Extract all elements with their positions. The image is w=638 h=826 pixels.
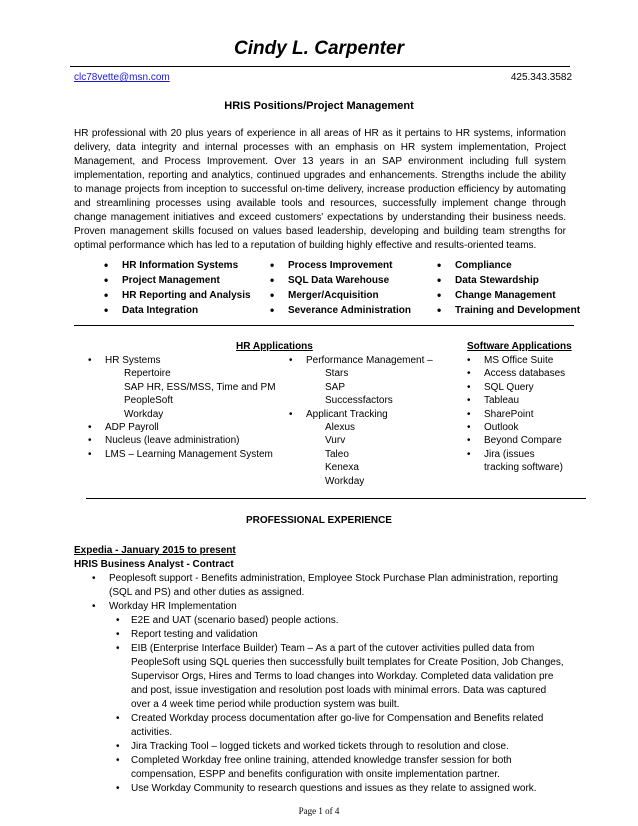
list-subitem: PeopleSoft bbox=[124, 395, 173, 407]
professional-experience-heading: PROFESSIONAL EXPERIENCE bbox=[246, 515, 392, 526]
experience-subbullet: • E2E and UAT (scenario based) people actions. bbox=[74, 614, 566, 628]
list-item: • Performance Management – bbox=[289, 354, 433, 367]
hr-applications-list-middle bbox=[289, 354, 433, 488]
competencies-column-2 bbox=[266, 258, 411, 318]
list-item: • HR Systems bbox=[88, 354, 276, 367]
list-item: • SQL Query bbox=[467, 381, 565, 394]
phone-number: 425.343.3582 bbox=[510, 72, 572, 83]
competency-item: • Training and Development bbox=[433, 303, 580, 318]
list-subitem: Kenexa bbox=[325, 462, 359, 474]
page-number: Page 1 of 4 bbox=[298, 806, 340, 816]
competency-item: • HR Information Systems bbox=[100, 258, 251, 273]
list-subitem: Stars bbox=[325, 368, 349, 380]
list-subitem: Vurv bbox=[325, 435, 346, 447]
competency-item: • Data Stewardship bbox=[433, 273, 580, 288]
list-subitem: Repertoire bbox=[124, 368, 171, 380]
list-subitem: Workday bbox=[124, 408, 164, 420]
competencies-column-1 bbox=[100, 258, 251, 318]
list-item: • Applicant Tracking bbox=[289, 408, 433, 421]
list-item: • Beyond Compare bbox=[467, 434, 565, 447]
competency-item: • Process Improvement bbox=[266, 258, 411, 273]
competency-item: • Merger/Acquisition bbox=[266, 288, 411, 303]
list-subitem: SAP HR, ESS/MSS, Time and PM bbox=[124, 381, 276, 393]
list-item: • Tableau bbox=[467, 394, 565, 407]
software-applications-heading: Software Applications bbox=[467, 341, 572, 352]
list-item: • MS Office Suite bbox=[467, 354, 565, 367]
experience-bullet: • Peoplesoft support - Benefits administration, Employee Stock Purchase Plan administration, reporting (SQL and PS) and other duties as assigned. bbox=[74, 572, 566, 600]
experience-subbullet: • Use Workday Community to research questions and issues as they relate to assigned work. bbox=[74, 782, 566, 796]
list-subitem: SAP bbox=[325, 381, 346, 393]
list-subitem: Taleo bbox=[325, 448, 349, 460]
list-item: • LMS – Learning Management System bbox=[88, 448, 276, 461]
list-item: • ADP Payroll bbox=[88, 421, 276, 434]
experience-subbullet: • EIB (Enterprise Interface Builder) Team – As a part of the cutover activities pulled data from PeopleSoft using SQL queries then successfully built templates for Create Position, Job Changes, Supervisor Orgs, Hires and Terms to load changes into Workday. Completed data validation pre and post, issue investigation and resolution post loads with minimal errors. Data was captured over a 4 week time period while production system was built. bbox=[74, 642, 566, 712]
list-subitem: Workday bbox=[325, 475, 365, 487]
list-item: • Access databases bbox=[467, 367, 565, 380]
list-subitem: Successfactors bbox=[325, 395, 393, 407]
competency-item: • Change Management bbox=[433, 288, 580, 303]
competency-item: • HR Reporting and Analysis bbox=[100, 288, 251, 303]
experience-subbullet: • Report testing and validation bbox=[74, 628, 566, 642]
list-item: • Nucleus (leave administration) bbox=[88, 434, 276, 447]
list-item: • Jira (issues bbox=[467, 448, 565, 461]
hr-applications-list-left bbox=[88, 354, 276, 461]
summary-paragraph: HR professional with 20 plus years of experience in all areas of HR as it pertains to HR systems, information delivery, data integrity and internal processes with an emphasis on HR system implementation, Project Management, and Process Improvement. Over 13 years in an SAP environment including full system implementation, reporting and analytics, continued upgrades and enhancements. Strengths include the ability to manage projects from inception to successful on-time delivery, increase production efficiency by automating and streamlining processes using available tools and resources, successfully implement change through change management initiatives and exceed customers' expectations by understanding their business needs. Proven management skills focused on values based leadership, developing and building team strengths for optimal performance which has led to a reputation of building highly effective and results-oriented teams. bbox=[74, 128, 566, 251]
hr-applications-heading: HR Applications bbox=[236, 341, 313, 352]
list-subitem: Alexus bbox=[325, 422, 356, 434]
competency-item: • Data Integration bbox=[100, 303, 251, 318]
competency-item: • SQL Data Warehouse bbox=[266, 273, 411, 288]
experience-bullet: • Workday HR Implementation bbox=[74, 600, 566, 614]
list-item-continuation: tracking software) bbox=[484, 462, 563, 474]
candidate-name: Cindy L. Carpenter bbox=[234, 38, 404, 59]
competency-item: • Compliance bbox=[433, 258, 580, 273]
email-link[interactable]: clc78vette@msn.com bbox=[74, 72, 170, 83]
list-item: • SharePoint bbox=[467, 408, 565, 421]
experience-subbullet: • Completed Workday free online training, attended knowledge transfer session for both compensation, ESPP and benefits configuration with onsite implementation partner. bbox=[74, 754, 566, 782]
software-applications-list bbox=[467, 354, 565, 475]
job-title: HRIS Business Analyst - Contract bbox=[74, 559, 234, 570]
applications-divider bbox=[86, 498, 586, 499]
competencies-divider bbox=[74, 325, 574, 326]
list-item: • Outlook bbox=[467, 421, 565, 434]
header-divider bbox=[70, 66, 570, 67]
resume-subtitle: HRIS Positions/Project Management bbox=[224, 100, 414, 112]
competencies-column-3 bbox=[433, 258, 580, 318]
competency-item: • Severance Administration bbox=[266, 303, 411, 318]
company-heading: Expedia - January 2015 to present bbox=[74, 545, 236, 556]
experience-subbullet: • Created Workday process documentation after go-live for Compensation and Benefits related activities. bbox=[74, 712, 566, 740]
competency-item: • Project Management bbox=[100, 273, 251, 288]
experience-subbullet: • Jira Tracking Tool – logged tickets and worked tickets through to resolution and close. bbox=[74, 740, 566, 754]
experience-section bbox=[74, 544, 566, 796]
